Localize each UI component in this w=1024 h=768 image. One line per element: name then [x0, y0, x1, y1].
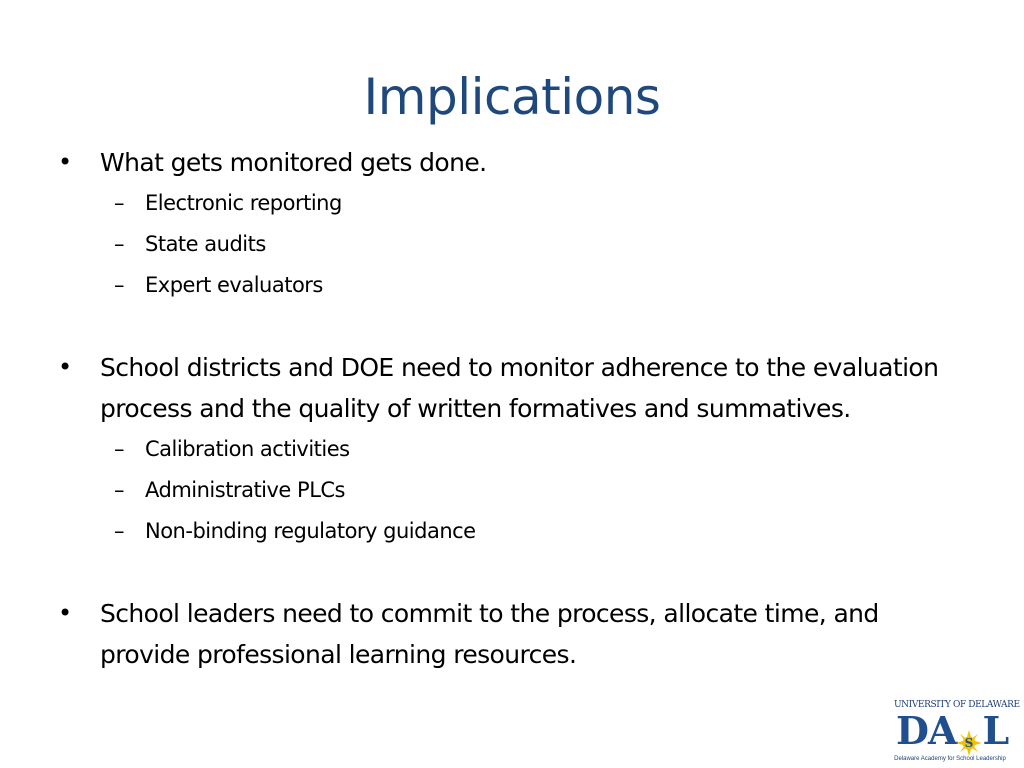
bullet-item — [58, 142, 958, 183]
sub-bullet-text: Electronic reporting — [145, 191, 342, 215]
sub-bullet-list — [114, 183, 958, 306]
logo-university-text: UNIVERSITY OF DELAWARE — [894, 700, 1020, 710]
sub-bullet-text: State audits — [145, 232, 266, 256]
dash-marker: – — [114, 437, 124, 461]
dasl-logo — [894, 700, 1020, 766]
sub-bullet-item — [114, 470, 958, 511]
sub-bullet-text: Calibration activities — [145, 437, 350, 461]
sub-bullet-list — [114, 429, 958, 552]
sub-bullet-item — [114, 265, 958, 306]
dash-marker: – — [114, 232, 124, 256]
bullet-marker: • — [58, 148, 72, 176]
sub-bullet-item — [114, 183, 958, 224]
bullet-marker: • — [58, 353, 72, 381]
dash-marker: – — [114, 519, 124, 543]
sub-bullet-text: Administrative PLCs — [145, 478, 345, 502]
bullet-item — [58, 347, 958, 429]
bullet-text: School districts and DOE need to monitor adherence to the evaluation process and the quality of written formatives and summatives. — [100, 353, 939, 423]
bullet-group — [58, 347, 958, 552]
bullet-text: School leaders need to commit to the process, allocate time, and provide professional learning resources. — [100, 599, 879, 669]
sub-bullet-item — [114, 224, 958, 265]
sub-bullet-text: Non-binding regulatory guidance — [145, 519, 476, 543]
sub-bullet-text: Expert evaluators — [145, 273, 323, 297]
bullet-list — [58, 142, 958, 675]
logo-academy-text: Delaware Academy for School Leadership — [894, 756, 1006, 762]
bullet-item — [58, 593, 958, 675]
sub-bullet-item — [114, 429, 958, 470]
logo-sun-letter: S — [964, 736, 974, 750]
dash-marker: – — [114, 273, 124, 297]
dash-marker: – — [114, 191, 124, 215]
logo-wordmark — [896, 710, 1008, 752]
bullet-group — [58, 593, 958, 675]
sun-icon — [956, 730, 982, 756]
bullet-group — [58, 142, 958, 306]
bullet-marker: • — [58, 599, 72, 627]
logo-word-right: L — [982, 708, 1009, 753]
dash-marker: – — [114, 478, 124, 502]
sub-bullet-item — [114, 511, 958, 552]
slide-title: Implications — [363, 68, 661, 126]
logo-word-left: DA — [896, 708, 957, 753]
bullet-text: What gets monitored gets done. — [100, 148, 487, 177]
